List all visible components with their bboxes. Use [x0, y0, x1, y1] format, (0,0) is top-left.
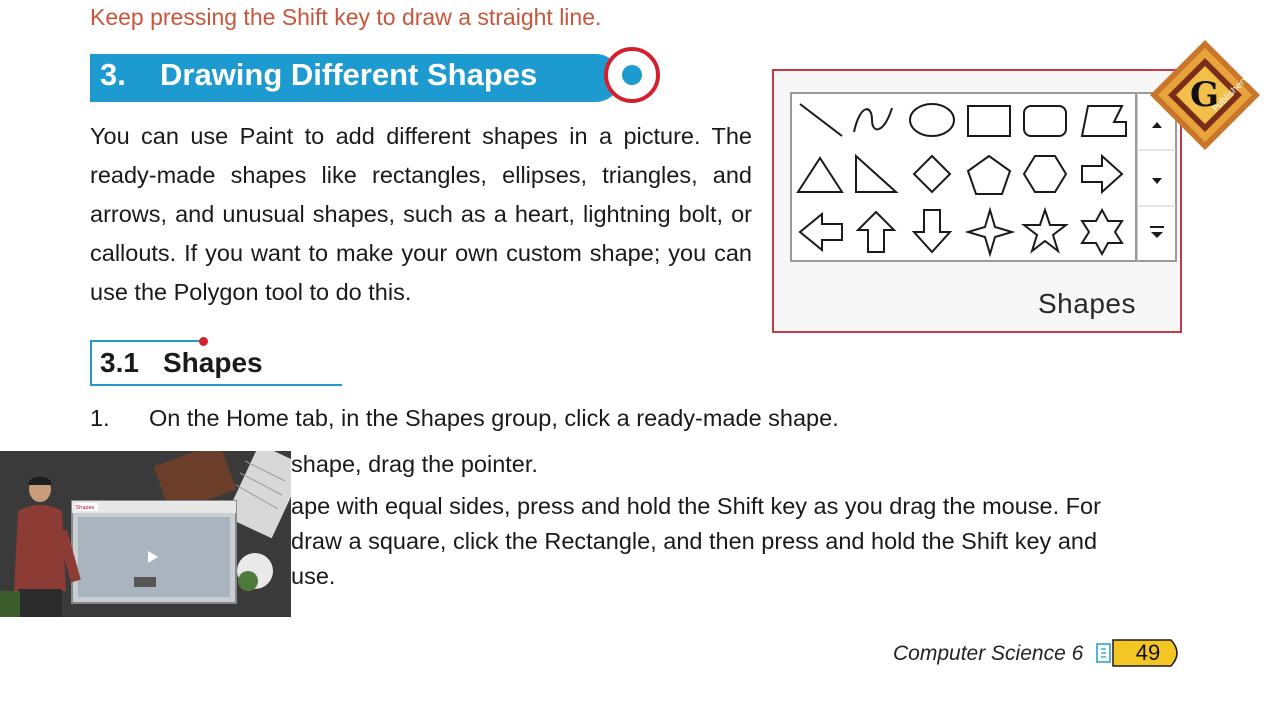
page-number: 49 — [1135, 640, 1161, 665]
step-1-text: On the Home tab, in the Shapes group, click a ready-made shape. — [149, 405, 839, 431]
step-2-text: shape, drag the pointer. — [291, 451, 538, 477]
expand-gallery-icon[interactable] — [1150, 226, 1164, 238]
video-overlay[interactable] — [0, 451, 291, 617]
svg-text:Publishers: Publishers — [1211, 74, 1251, 115]
oval-icon[interactable] — [910, 104, 954, 136]
six-point-star-icon[interactable] — [1082, 210, 1122, 254]
section-number: 3. — [100, 57, 126, 92]
line-icon[interactable] — [800, 104, 842, 136]
intro-paragraph: You can use Paint to add different shapes in a picture. The ready-made shapes like rectangles, ellipses, triangles, and arrows, and unusual shapes, such as a heart, lightning bolt, or callouts. If you want to make your own custom shape; you can use the Polygon tool to do this. — [90, 123, 752, 305]
subsection-number: 3.1 — [100, 347, 139, 378]
step-1-number: 1. — [90, 405, 110, 431]
triangle-icon[interactable] — [798, 158, 842, 192]
hexagon-icon[interactable] — [1024, 156, 1066, 192]
top-note: Keep pressing the Shift key to draw a straight line. — [90, 4, 602, 30]
subsection-dot — [199, 337, 208, 346]
down-arrow-icon[interactable] — [914, 210, 950, 252]
shapes-group-label: Shapes — [1038, 288, 1136, 319]
footer-book-title: Computer Science 6 — [893, 642, 1084, 665]
pentagon-icon[interactable] — [968, 156, 1010, 194]
right-triangle-icon[interactable] — [856, 156, 896, 192]
section-heading — [100, 57, 537, 93]
step-3-line-3: use. — [291, 563, 336, 589]
up-arrow-icon[interactable] — [858, 212, 894, 252]
polygon-icon[interactable] — [1082, 106, 1126, 136]
shapes-gallery — [790, 92, 1137, 262]
section-ring-icon — [604, 47, 660, 103]
whiteboard-screen — [72, 501, 236, 603]
section-title: Drawing Different Shapes — [160, 57, 538, 92]
diamond-icon[interactable] — [914, 156, 950, 192]
subsection-top-line — [90, 340, 205, 342]
curve-icon[interactable] — [854, 108, 892, 132]
five-point-star-icon[interactable] — [1024, 210, 1066, 251]
publisher-logo — [1146, 36, 1264, 154]
scroll-down-icon[interactable] — [1152, 178, 1162, 184]
four-point-star-icon[interactable] — [968, 210, 1012, 254]
left-arrow-icon[interactable] — [800, 214, 842, 250]
step-3-line-2: draw a square, click the Rectangle, and then press and hold the Shift key and — [291, 528, 1098, 554]
rectangle-icon[interactable] — [968, 106, 1010, 136]
right-arrow-icon[interactable] — [1082, 156, 1122, 192]
rounded-rectangle-icon[interactable] — [1024, 106, 1066, 136]
step-3-line-1: ape with equal sides, press and hold the Shift key as you drag the mouse. For — [291, 493, 1101, 519]
svg-text:G: G — [1190, 75, 1220, 115]
subsection-heading — [100, 347, 263, 379]
video-screen-tab: Shapes — [76, 505, 95, 511]
subsection-title: Shapes — [163, 347, 263, 378]
